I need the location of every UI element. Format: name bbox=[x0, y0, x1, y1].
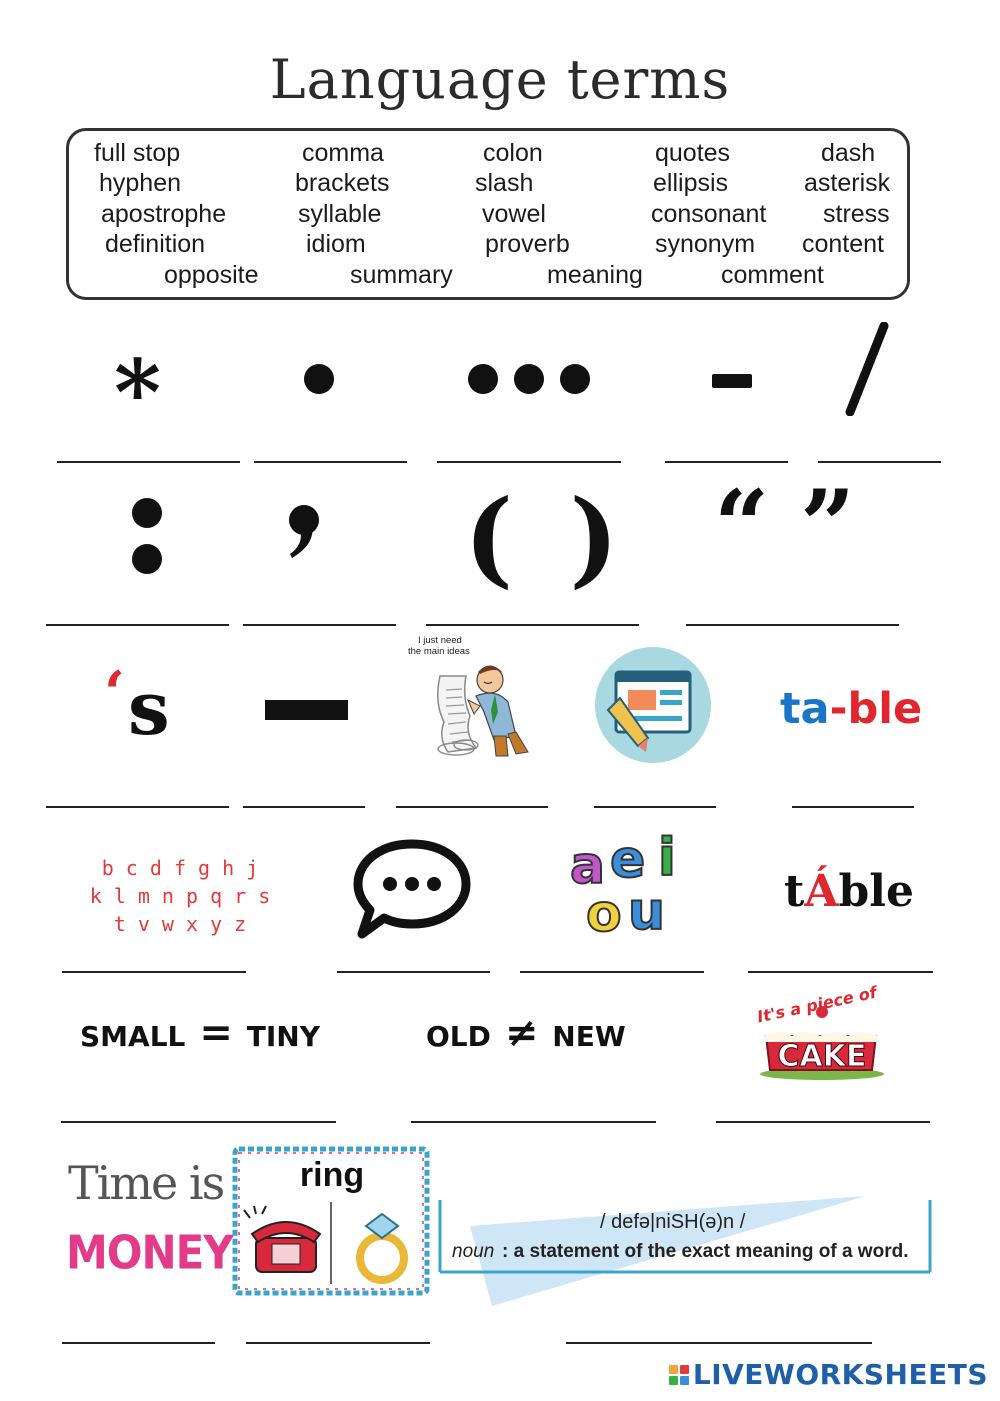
quote-open-symbol: “ bbox=[714, 469, 770, 582]
svg-text:the main ideas: the main ideas bbox=[408, 646, 470, 657]
answer-line[interactable] bbox=[243, 806, 365, 808]
word-bank-item: vowel bbox=[482, 200, 546, 228]
hyphen-mark bbox=[712, 374, 752, 388]
answer-line[interactable] bbox=[61, 1121, 336, 1123]
answer-line[interactable] bbox=[520, 971, 704, 973]
answer-line[interactable] bbox=[246, 1342, 430, 1344]
slash-mark bbox=[842, 322, 890, 416]
word-bank-item: comma bbox=[302, 139, 384, 167]
logo-text: LIVEWORKSHEETS bbox=[692, 1358, 988, 1391]
ellipsis-dots bbox=[468, 364, 592, 394]
answer-line[interactable] bbox=[337, 971, 490, 973]
proverb-image: Time is MONEY bbox=[66, 1156, 233, 1280]
word-bank-item: comment bbox=[721, 261, 824, 289]
svg-text:noun: noun bbox=[452, 1241, 495, 1262]
word-bank-item: full stop bbox=[94, 139, 181, 167]
word-bank-item: ellipsis bbox=[653, 169, 729, 197]
speech-bubble-icon bbox=[352, 838, 472, 940]
answer-line[interactable] bbox=[57, 461, 240, 463]
word-bank-item: brackets bbox=[295, 169, 390, 197]
answer-line[interactable] bbox=[594, 806, 716, 808]
dash-mark bbox=[265, 700, 348, 720]
answer-line[interactable] bbox=[748, 971, 933, 973]
svg-text:I just need: I just need bbox=[418, 635, 462, 646]
answer-line[interactable] bbox=[426, 624, 639, 626]
answer-line[interactable] bbox=[396, 806, 548, 808]
answer-line[interactable] bbox=[254, 461, 407, 463]
word-bank-item: consonant bbox=[651, 200, 767, 228]
answer-line[interactable] bbox=[716, 1121, 930, 1123]
answer-line[interactable] bbox=[62, 971, 246, 973]
word-bank-item: opposite bbox=[164, 261, 259, 289]
word-bank-item: summary bbox=[350, 261, 453, 289]
svg-text:/ defə|niSH(ə)n /: / defə|niSH(ə)n / bbox=[600, 1211, 746, 1233]
word-bank-item: hyphen bbox=[99, 169, 182, 197]
answer-line[interactable] bbox=[46, 624, 229, 626]
asterisk-symbol: * bbox=[114, 340, 162, 446]
word-bank-item: slash bbox=[475, 169, 534, 197]
word-bank-item: proverb bbox=[485, 230, 570, 258]
syllable-word-image: ta-ble bbox=[780, 684, 923, 734]
consonant-letters-image: b c d f g h j k l m n p q r s t v w x y z bbox=[89, 856, 271, 936]
svg-text:ring: ring bbox=[299, 1156, 365, 1194]
word-bank-item: idiom bbox=[306, 230, 366, 258]
summary-man-image bbox=[404, 632, 544, 760]
comma-mark bbox=[282, 500, 322, 562]
meaning-ring-image bbox=[232, 1146, 430, 1296]
idiom-cake-image bbox=[748, 978, 894, 1082]
word-bank-item: synonym bbox=[655, 230, 756, 258]
word-bank-item: definition bbox=[105, 230, 206, 258]
answer-line[interactable] bbox=[62, 1342, 215, 1344]
opposite-image: old ≠ new bbox=[426, 1010, 626, 1056]
word-bank-item: quotes bbox=[655, 139, 731, 167]
liveworksheets-logo[interactable] bbox=[669, 1358, 988, 1391]
word-bank-item: apostrophe bbox=[101, 200, 227, 228]
answer-line[interactable] bbox=[686, 624, 899, 626]
vowels-image: a e i o u bbox=[570, 828, 676, 944]
word-bank-item: content bbox=[802, 230, 885, 258]
answer-line[interactable] bbox=[792, 806, 914, 808]
word-bank-item: stress bbox=[823, 200, 890, 228]
word-bank-item: syllable bbox=[298, 200, 382, 228]
svg-text:It's a piece of: It's a piece of bbox=[755, 982, 879, 1027]
colon-mark bbox=[132, 498, 164, 578]
word-bank-item: colon bbox=[483, 139, 543, 167]
stress-word-image: tÁble bbox=[784, 866, 914, 917]
logo-grid-icon bbox=[669, 1365, 689, 1385]
svg-text:CAKE: CAKE bbox=[777, 1039, 867, 1074]
answer-line[interactable] bbox=[437, 461, 621, 463]
synonym-image: small = tiny bbox=[80, 1010, 321, 1056]
brackets-symbol: ( ) bbox=[464, 476, 629, 599]
word-bank-item: dash bbox=[821, 139, 876, 167]
quote-close-symbol: ” bbox=[800, 469, 856, 582]
answer-line[interactable] bbox=[46, 806, 229, 808]
word-bank-item: meaning bbox=[547, 261, 643, 289]
apostrophe-s-image: ‘ s bbox=[104, 659, 170, 752]
answer-line[interactable] bbox=[818, 461, 941, 463]
svg-text:: a statement of the exact mea: : a statement of the exact meaning of a word. bbox=[502, 1241, 909, 1262]
answer-line[interactable] bbox=[243, 624, 396, 626]
answer-line[interactable] bbox=[566, 1342, 872, 1344]
word-bank bbox=[66, 128, 910, 300]
word-bank-item: asterisk bbox=[804, 169, 891, 197]
page-title: Language terms bbox=[269, 48, 731, 111]
answer-line[interactable] bbox=[411, 1121, 656, 1123]
full-stop-dot bbox=[304, 364, 334, 394]
content-document-icon bbox=[594, 646, 712, 764]
definition-dictionary-image bbox=[436, 1196, 936, 1308]
answer-line[interactable] bbox=[665, 461, 788, 463]
